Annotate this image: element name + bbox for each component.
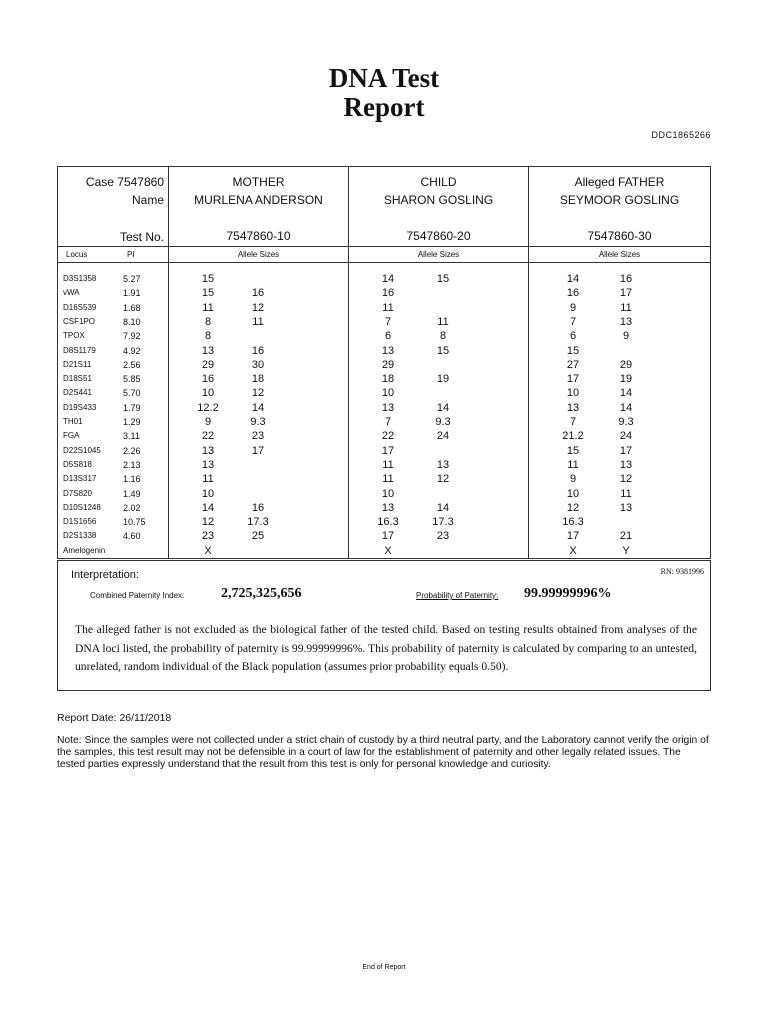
end-of-report: End of Report <box>362 964 406 971</box>
test-no-label: Test No. <box>119 230 164 244</box>
locus-name: D22S1045 <box>63 445 101 455</box>
pi-value: 3.11 <box>123 431 140 442</box>
allele-f2: 13 <box>619 458 633 471</box>
locus-name: D18S51 <box>63 374 92 384</box>
cpi-label: Combined Paternity Index: <box>90 591 185 600</box>
locus-name: D7S820 <box>63 488 92 498</box>
locus-name: D16S539 <box>63 302 97 312</box>
pi-value: 5.85 <box>123 374 141 385</box>
locus-name: TH01 <box>63 417 83 426</box>
allele-f1: 16 <box>566 287 580 300</box>
allele-m1: X <box>204 544 212 557</box>
pi-value: 5.70 <box>123 388 141 399</box>
allele-c2: 24 <box>436 430 450 443</box>
allele-c1: 16 <box>381 287 395 300</box>
allele-c1: 13 <box>381 401 395 414</box>
allele-m1: 11 <box>202 473 214 486</box>
allele-f1: 7 <box>569 315 577 328</box>
allele-c1: 18 <box>381 373 395 386</box>
pi-value: 2.26 <box>123 445 141 456</box>
allele-c1: X <box>384 544 392 557</box>
allele-m2: 23 <box>251 430 265 443</box>
allele-m2: 12 <box>251 387 265 400</box>
allele-m2: 16 <box>251 344 265 357</box>
header-divider <box>58 246 710 247</box>
allele-f1: 9 <box>569 301 577 314</box>
locus-row <box>58 387 710 401</box>
allele-f2: 14 <box>619 401 633 414</box>
allele-c2: 15 <box>436 344 450 357</box>
locus-row <box>58 416 710 430</box>
name-label: Name <box>131 193 164 207</box>
locus-row <box>58 316 710 330</box>
allele-f1: 15 <box>566 444 580 457</box>
allele-f1: 21.2 <box>562 430 584 443</box>
allele-c1: 7 <box>384 315 392 328</box>
pi-value: 4.60 <box>123 531 141 542</box>
allele-c2: 17.3 <box>432 516 454 529</box>
allele-f1: 27 <box>566 358 580 371</box>
allele-m1: 10 <box>201 387 215 400</box>
locus-row <box>58 473 710 487</box>
allele-m2: 17.3 <box>247 516 269 529</box>
pi-value: 5.27 <box>123 274 141 284</box>
locus-name: CSF1PO <box>63 316 96 326</box>
report-title-line1: DNA Test <box>328 63 440 93</box>
allele-f2: 9 <box>622 330 630 343</box>
allele-f2: 29 <box>619 358 633 371</box>
allele-f1: 14 <box>566 273 580 285</box>
pi-value: 1.16 <box>123 474 141 485</box>
report-date: Report Date: 26/11/2018 <box>57 712 172 724</box>
allele-f1: 12 <box>566 501 580 514</box>
allele-f2: 9.3 <box>618 416 634 428</box>
locus-row <box>58 345 710 359</box>
allele-m1: 15 <box>201 287 215 300</box>
locus-row <box>58 373 710 387</box>
rn-number: RN: 9381996 <box>660 567 704 576</box>
locus-name: D13S317 <box>63 474 97 484</box>
allele-m1: 12 <box>201 516 215 529</box>
allele-m1: 10 <box>201 487 215 500</box>
locus-row <box>58 459 710 473</box>
allele-m1: 13 <box>201 344 215 357</box>
locus-row <box>58 402 710 416</box>
allele-f1: 9 <box>569 473 577 486</box>
locus-row <box>58 502 710 516</box>
allele-m1: 12.2 <box>197 401 219 414</box>
locus-row <box>58 430 710 444</box>
allele-c2: 15 <box>436 273 450 285</box>
allele-c1: 29 <box>381 358 395 371</box>
locus-name: D5S818 <box>63 459 92 469</box>
locus-name: Amelogenin <box>63 545 106 555</box>
allele-c1: 10 <box>381 487 395 500</box>
child-role: CHILD <box>420 175 457 189</box>
allele-c1: 6 <box>384 330 392 343</box>
allele-f1: 16.3 <box>562 516 584 529</box>
allele-c1: 11 <box>382 301 394 314</box>
father-allele-header: Allele Sizes <box>598 250 641 259</box>
allele-m1: 22 <box>201 430 215 443</box>
locus-row <box>58 545 710 559</box>
allele-m2: 30 <box>251 358 265 371</box>
allele-m1: 13 <box>201 458 215 471</box>
allele-m1: 29 <box>201 358 215 371</box>
locus-name: FGA <box>63 431 80 441</box>
allele-c1: 22 <box>381 430 395 443</box>
allele-c1: 17 <box>381 444 395 457</box>
allele-c1: 14 <box>381 273 395 285</box>
allele-c1: 17 <box>381 530 395 543</box>
allele-f2: 11 <box>620 301 632 314</box>
locus-row <box>58 330 710 344</box>
allele-f1: 10 <box>566 387 580 400</box>
allele-f2: 24 <box>619 430 633 443</box>
pi-value: 2.02 <box>123 502 141 513</box>
allele-c2: 14 <box>436 401 450 414</box>
allele-f2: 13 <box>619 315 633 328</box>
pi-value: 2.56 <box>123 359 141 370</box>
allele-f2: 17 <box>619 287 633 300</box>
locus-name: D3S1358 <box>63 274 97 283</box>
locus-row <box>58 445 710 459</box>
pi-value: 1.68 <box>123 302 141 313</box>
locus-name: TPOX <box>63 331 85 341</box>
locus-row <box>58 287 710 301</box>
allele-m2: 18 <box>251 373 265 386</box>
pi-value: 1.49 <box>123 488 141 499</box>
mother-allele-header: Allele Sizes <box>237 250 280 259</box>
allele-f2: 12 <box>619 473 633 486</box>
allele-m2: 16 <box>251 287 265 300</box>
probability-value: 99.99999996% <box>524 586 612 601</box>
interpretation-label: Interpretation: <box>71 569 139 581</box>
allele-c1: 11 <box>382 473 394 486</box>
locus-row <box>58 516 710 530</box>
allele-m1: 11 <box>202 301 214 314</box>
locus-name: D19S433 <box>63 402 97 412</box>
locus-row <box>58 530 710 544</box>
locus-name: D2S441 <box>63 388 92 398</box>
mother-test-no: 7547860-10 <box>226 229 291 243</box>
cpi-value: 2,725,325,656 <box>221 586 302 601</box>
allele-c1: 13 <box>381 344 395 357</box>
mother-name: MURLENA ANDERSON <box>194 193 323 207</box>
allele-m1: 15 <box>201 273 215 285</box>
report-title-line2: Report <box>343 92 425 122</box>
allele-m1: 14 <box>201 501 215 514</box>
pi-header: PI <box>127 250 135 259</box>
pi-value: 1.79 <box>123 402 141 413</box>
allele-c2: 13 <box>436 458 450 471</box>
allele-m1: 9 <box>204 416 212 428</box>
father-role: Alleged FATHER <box>574 175 665 189</box>
mother-role: MOTHER <box>232 175 285 189</box>
allele-m2: 17 <box>251 444 265 457</box>
allele-m1: 16 <box>201 373 215 386</box>
father-test-no: 7547860-30 <box>587 229 652 243</box>
allele-f1: 11 <box>567 458 579 471</box>
allele-f1: 13 <box>566 401 580 414</box>
pi-value: 10.75 <box>123 517 146 528</box>
allele-c1: 11 <box>382 458 394 471</box>
allele-f2: 19 <box>619 373 633 386</box>
allele-c1: 7 <box>384 416 392 428</box>
disclaimer-note: Note: Since the samples were not collected under a strict chain of custody by a third neutral party, and the Laboratory cannot verify the origin of the samples, this test result may not be defensible in a court of law for the establishment of paternity and other legally related issues. The tested parties expressly understand that the result from this test is only for personal knowledge and curiosity. <box>57 735 709 770</box>
locus-name: vWA <box>63 288 80 298</box>
allele-m1: 8 <box>204 315 212 328</box>
allele-m2: 25 <box>251 530 265 543</box>
allele-f2: 14 <box>619 387 633 400</box>
allele-f1: 10 <box>566 487 580 500</box>
allele-m1: 13 <box>201 444 215 457</box>
allele-f2: Y <box>622 544 630 557</box>
pi-value: 1.91 <box>123 288 141 299</box>
father-name: SEYMOOR GOSLING <box>559 193 680 207</box>
allele-m2: 12 <box>251 301 265 314</box>
pi-value: 4.92 <box>123 345 141 356</box>
locus-name: D8S1179 <box>63 345 96 355</box>
allele-c1: 16.3 <box>377 516 399 529</box>
allele-c2: 9.3 <box>435 416 451 428</box>
locus-row <box>58 359 710 373</box>
child-allele-header: Allele Sizes <box>417 250 460 259</box>
allele-f1: 6 <box>569 330 577 343</box>
pi-value: 8.10 <box>123 316 141 327</box>
allele-c2: 19 <box>436 373 450 386</box>
allele-m2: 16 <box>251 501 265 514</box>
allele-c2: 12 <box>436 473 450 486</box>
results-table <box>57 166 711 559</box>
allele-c2: 23 <box>436 530 450 543</box>
allele-c2: 14 <box>436 501 450 514</box>
case-label: Case 7547860 <box>85 175 164 189</box>
pi-value: 1.29 <box>123 417 141 427</box>
allele-m2: 9.3 <box>250 416 266 428</box>
subheader-divider <box>58 262 710 263</box>
allele-f2: 11 <box>620 487 632 500</box>
allele-f1: X <box>569 544 577 557</box>
allele-m1: 23 <box>201 530 215 543</box>
allele-c2: 8 <box>439 330 447 343</box>
interpretation-box <box>57 560 711 691</box>
allele-f1: 17 <box>566 530 580 543</box>
locus-row <box>58 273 710 287</box>
locus-header: Locus <box>66 250 88 259</box>
document-code: DDC1865266 <box>651 130 711 140</box>
allele-f1: 15 <box>566 344 580 357</box>
locus-name: D1S1656 <box>63 517 97 527</box>
locus-name: D10S1248 <box>63 502 101 512</box>
allele-f2: 21 <box>619 530 633 543</box>
allele-f2: 17 <box>619 444 633 457</box>
locus-name: D2S1338 <box>63 531 97 541</box>
probability-label: Probability of Paternity: <box>416 591 499 600</box>
interpretation-text: The alleged father is not excluded as the biological father of the tested child. Based on testing results obtained from analyses of the DNA loci listed, the probability of paternity is 99.99999996%. This probability of paternity is calculated by comparing to an untested, unrelated, random individual of the Black population (assumes prior probability equals 0.50). <box>75 623 697 673</box>
pi-value: 2.13 <box>123 459 141 470</box>
allele-m1: 8 <box>204 330 212 343</box>
child-test-no: 7547860-20 <box>406 229 471 243</box>
allele-m2: 14 <box>251 401 265 414</box>
locus-name: D21S11 <box>63 359 92 369</box>
allele-c2: 11 <box>437 315 449 328</box>
allele-f2: 16 <box>619 273 633 285</box>
allele-f2: 13 <box>619 501 633 514</box>
pi-value: 7.92 <box>123 331 141 342</box>
allele-f1: 7 <box>569 416 577 428</box>
locus-row <box>58 488 710 502</box>
allele-m2: 11 <box>252 315 264 328</box>
allele-c1: 13 <box>381 501 395 514</box>
allele-c1: 10 <box>381 387 395 400</box>
locus-row <box>58 302 710 316</box>
allele-f1: 17 <box>566 373 580 386</box>
child-name: SHARON GOSLING <box>383 193 494 207</box>
